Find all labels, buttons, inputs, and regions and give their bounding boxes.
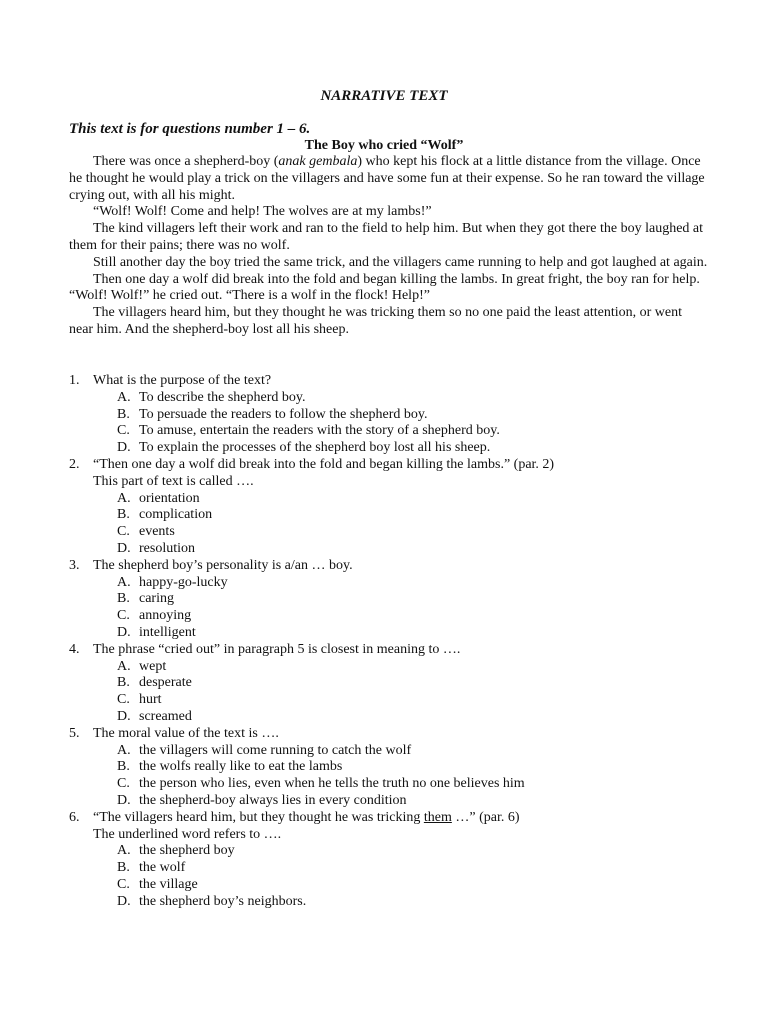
option-text: caring	[139, 591, 174, 607]
option-text: the shepherd boy	[139, 843, 235, 859]
option-text: hurt	[139, 692, 162, 708]
answer-option	[69, 692, 709, 709]
option-text: To describe the shepherd boy.	[139, 389, 306, 405]
question-2	[69, 457, 709, 558]
question-number: 2.	[69, 456, 80, 472]
story-paragraph-5: Then one day a wolf did break into the fold and began killing the lambs. In great fright, the boy ran for help. “Wolf! Wolf!” he cried out. “There is a wolf in the flock! Help!”	[69, 271, 700, 304]
option-letter: C.	[117, 776, 130, 792]
option-text: To amuse, entertain the readers with the story of a shepherd boy.	[139, 423, 500, 439]
option-letter: D.	[117, 792, 131, 808]
question-prompt: The underlined word refers to ….	[93, 826, 282, 842]
option-letter: A.	[117, 658, 131, 674]
option-text: the shepherd boy’s neighbors.	[139, 893, 307, 909]
answer-option	[69, 743, 709, 760]
option-letter: C.	[117, 692, 130, 708]
option-letter: D.	[117, 540, 131, 556]
p1-text-start: There was once a shepherd-boy (	[93, 154, 279, 169]
story-paragraph-4: Still another day the boy tried the same trick, and the villagers came running to help and got laughed at again.	[93, 254, 708, 270]
option-text: resolution	[139, 540, 195, 556]
option-letter: C.	[117, 524, 130, 540]
story-paragraph-3: The kind villagers left their work and ran to the field to help him. But when they got there the boy laughed at them for their pains; there was no wolf.	[69, 221, 704, 253]
answer-option	[69, 877, 709, 894]
answer-option	[69, 709, 709, 726]
question-number: 3.	[69, 557, 80, 573]
story-body	[69, 154, 709, 339]
option-letter: A.	[117, 389, 131, 405]
question-6	[69, 810, 709, 911]
option-letter: B.	[117, 675, 130, 691]
story-paragraph-6: The villagers heard him, but they thought he was tricking them so no one paid the least attention, or went near him. And the shepherd-boy lost all his sheep.	[69, 305, 683, 337]
option-letter: B.	[117, 406, 130, 422]
option-text: intelligent	[139, 624, 196, 640]
question-text-end: …” (par. 6)	[451, 809, 520, 825]
option-letter: B.	[117, 860, 130, 876]
answer-option	[69, 894, 709, 911]
option-letter: A.	[117, 574, 131, 590]
question-text: What is the purpose of the text?	[93, 373, 272, 388]
question-text-start: “The villagers heard him, but they thought he was tricking	[93, 809, 424, 825]
option-letter: C.	[117, 876, 130, 892]
option-text: the village	[139, 876, 198, 892]
answer-option	[69, 675, 709, 692]
answer-option	[69, 843, 709, 860]
option-letter: B.	[117, 759, 130, 775]
option-text: the villagers will come running to catch the wolf	[139, 742, 412, 758]
option-letter: A.	[117, 843, 131, 859]
option-text: complication	[139, 507, 213, 523]
option-letter: B.	[117, 507, 130, 523]
question-number: 4.	[69, 641, 80, 657]
option-letter: D.	[117, 893, 131, 909]
option-text: the wolfs really like to eat the lambs	[139, 759, 343, 775]
question-5	[69, 726, 709, 810]
option-letter: D.	[117, 440, 131, 456]
question-text: “Then one day a wolf did break into the fold and began killing the lambs.” (par. 2)	[93, 456, 555, 472]
question-number: 6.	[69, 809, 80, 825]
option-text: the shepherd-boy always lies in every condition	[139, 792, 407, 808]
answer-option	[69, 491, 709, 508]
answer-option	[69, 659, 709, 676]
answer-option	[69, 423, 709, 440]
question-list	[69, 373, 709, 911]
instruction-line: This text is for questions number 1 – 6.	[69, 121, 311, 137]
option-text: happy-go-lucky	[139, 574, 228, 590]
answer-option	[69, 440, 709, 457]
option-text: the person who lies, even when he tells the truth no one believes him	[139, 776, 525, 792]
answer-option	[69, 608, 709, 625]
option-letter: A.	[117, 742, 131, 758]
story-title: The Boy who cried “Wolf”	[304, 138, 464, 153]
question-3	[69, 558, 709, 642]
question-text: The phrase “cried out” in paragraph 5 is closest in meaning to ….	[93, 641, 461, 657]
option-text: desperate	[139, 675, 192, 691]
question-text	[93, 810, 520, 827]
option-text: the wolf	[139, 860, 186, 876]
answer-option	[69, 390, 709, 407]
question-number: 1.	[69, 373, 80, 388]
answer-option	[69, 575, 709, 592]
option-letter: C.	[117, 423, 130, 439]
option-letter: C.	[117, 608, 130, 624]
option-text: To explain the processes of the shepherd boy lost all his sheep.	[139, 440, 491, 456]
answer-option	[69, 860, 709, 877]
answer-option	[69, 541, 709, 558]
answer-option	[69, 524, 709, 541]
option-text: wept	[139, 658, 167, 674]
answer-option	[69, 507, 709, 524]
answer-option	[69, 759, 709, 776]
option-letter: B.	[117, 591, 130, 607]
p1-italic-term: anak gembala	[278, 154, 358, 169]
question-text: The moral value of the text is ….	[93, 725, 279, 741]
option-text: annoying	[139, 608, 192, 624]
question-4	[69, 642, 709, 726]
question-number: 5.	[69, 725, 80, 741]
answer-option	[69, 591, 709, 608]
p1-text-end: ) who kept his flock at a little distance from the village. Once he thought he would play a trick on the villagers and have some fun at their expense. So he ran toward the village crying out, with all his might.	[69, 154, 705, 203]
answer-option	[69, 625, 709, 642]
answer-option	[69, 776, 709, 793]
question-prompt: This part of text is called ….	[93, 473, 254, 489]
answer-option	[69, 793, 709, 810]
option-text: events	[139, 524, 175, 540]
answer-option	[69, 407, 709, 424]
story-paragraph-2: “Wolf! Wolf! Come and help! The wolves are at my lambs!”	[93, 204, 432, 220]
option-letter: D.	[117, 708, 131, 724]
option-letter: A.	[117, 490, 131, 506]
underlined-word: them	[423, 809, 452, 825]
question-text: The shepherd boy’s personality is a/an … boy.	[93, 557, 353, 573]
option-letter: D.	[117, 624, 131, 640]
document-title: NARRATIVE TEXT	[320, 88, 448, 104]
question-1	[69, 373, 709, 457]
option-text: To persuade the readers to follow the shepherd boy.	[139, 406, 428, 422]
story-paragraph-1	[69, 154, 709, 204]
option-text: screamed	[139, 708, 192, 724]
option-text: orientation	[139, 490, 200, 506]
